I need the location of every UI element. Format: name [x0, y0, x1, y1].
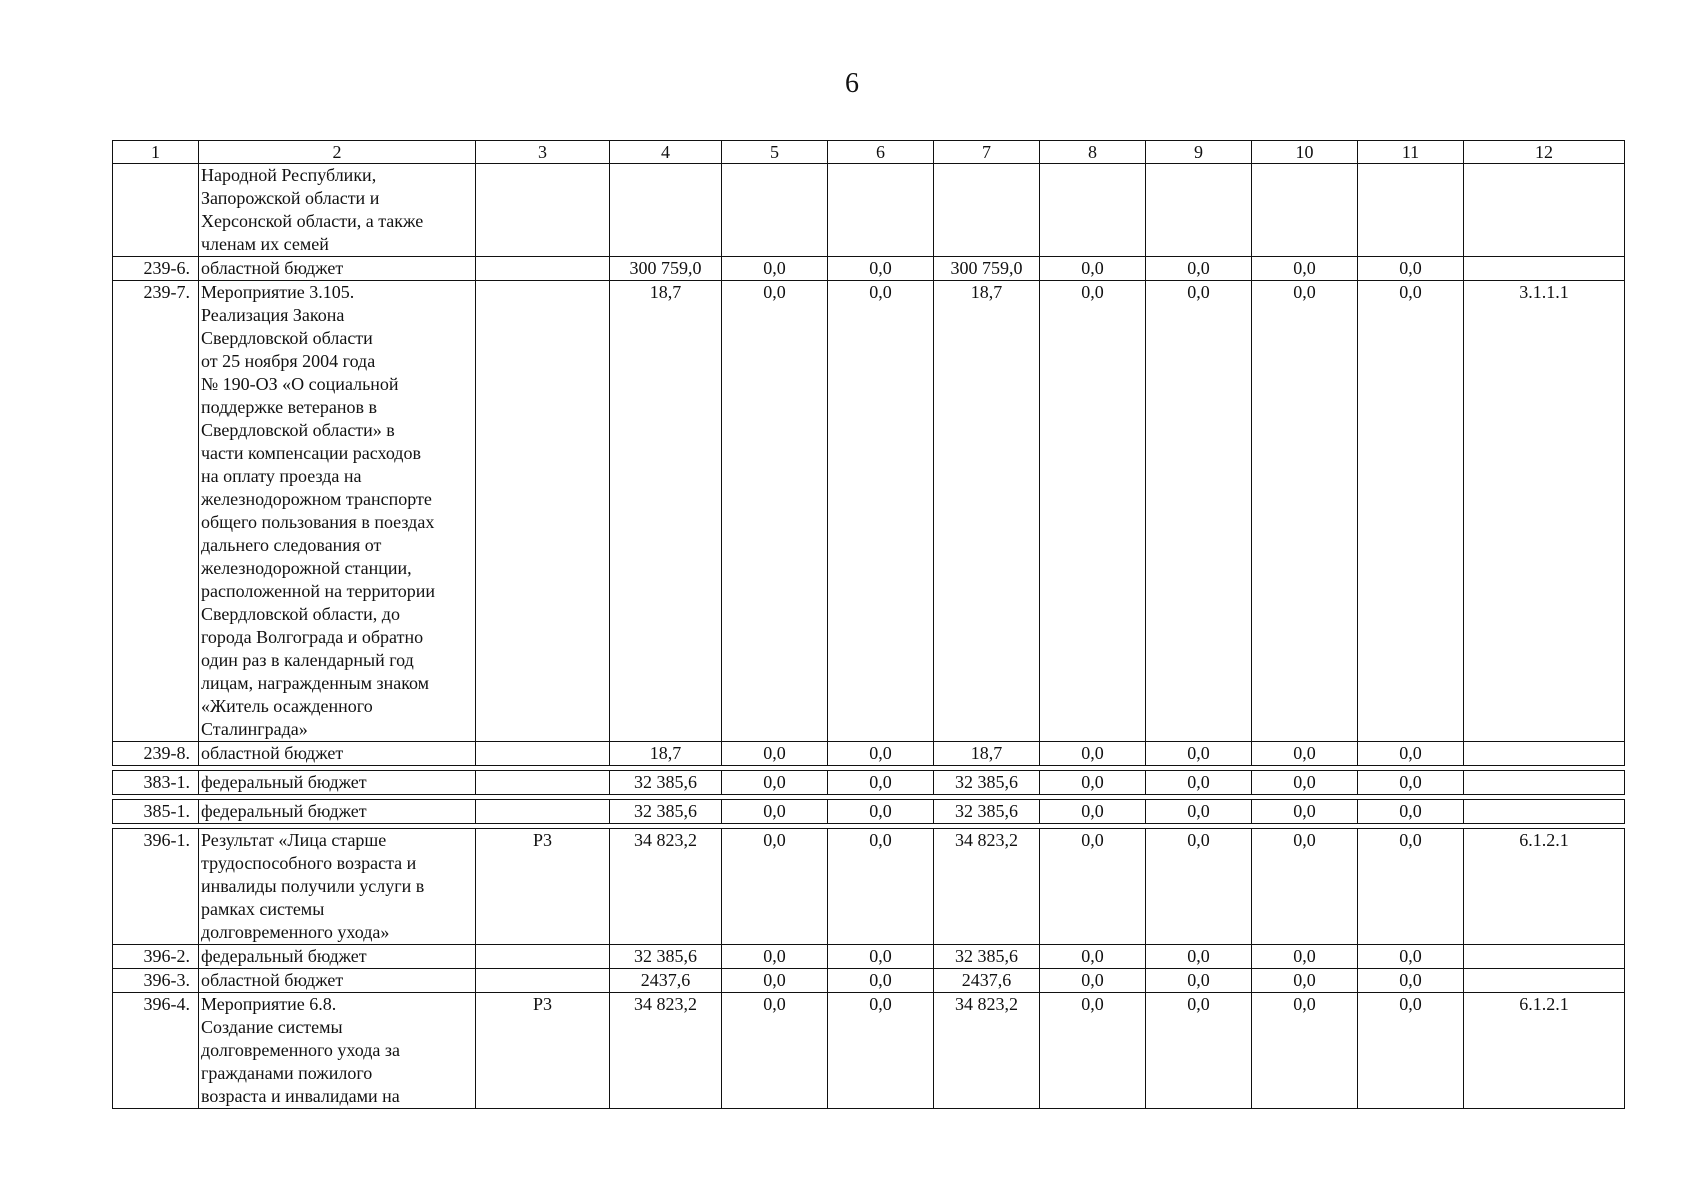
- amount-col10: [1252, 164, 1358, 257]
- row-code: [476, 164, 610, 257]
- table-row: [113, 257, 1625, 281]
- header-cell: 6: [828, 141, 934, 164]
- amount-col11: 0,0: [1358, 945, 1464, 969]
- amount-col11: [1358, 164, 1464, 257]
- row-code: [476, 800, 610, 824]
- amount-col9: 0,0: [1146, 742, 1252, 766]
- row-number: 396-3.: [113, 969, 199, 993]
- amount-col6: 0,0: [828, 969, 934, 993]
- amount-col5: 0,0: [722, 993, 828, 1109]
- table-row: [113, 945, 1625, 969]
- amount-col5: 0,0: [722, 771, 828, 795]
- row-code: [476, 281, 610, 742]
- amount-col10: 0,0: [1252, 742, 1358, 766]
- amount-col7: 34 823,2: [934, 829, 1040, 945]
- target-indicator: [1464, 742, 1625, 766]
- row-number: 396-4.: [113, 993, 199, 1109]
- amount-col10: 0,0: [1252, 945, 1358, 969]
- header-cell: 7: [934, 141, 1040, 164]
- amount-col11: 0,0: [1358, 969, 1464, 993]
- amount-col9: 0,0: [1146, 945, 1252, 969]
- table-row: [113, 164, 1625, 257]
- row-code: [476, 771, 610, 795]
- amount-col8: 0,0: [1040, 945, 1146, 969]
- amount-col6: 0,0: [828, 742, 934, 766]
- target-indicator: [1464, 945, 1625, 969]
- amount-col8: [1040, 164, 1146, 257]
- table-row: [113, 993, 1625, 1109]
- target-indicator: [1464, 257, 1625, 281]
- target-indicator: [1464, 800, 1625, 824]
- target-indicator: [1464, 969, 1625, 993]
- amount-total: 32 385,6: [610, 771, 722, 795]
- amount-total: 18,7: [610, 742, 722, 766]
- amount-col6: 0,0: [828, 281, 934, 742]
- target-indicator: 3.1.1.1: [1464, 281, 1625, 742]
- header-cell: 9: [1146, 141, 1252, 164]
- header-cell: 12: [1464, 141, 1625, 164]
- amount-col10: 0,0: [1252, 800, 1358, 824]
- row-description: федеральный бюджет: [199, 800, 476, 824]
- amount-col11: 0,0: [1358, 281, 1464, 742]
- amount-col9: 0,0: [1146, 257, 1252, 281]
- amount-col8: 0,0: [1040, 993, 1146, 1109]
- amount-col8: 0,0: [1040, 800, 1146, 824]
- amount-col6: 0,0: [828, 829, 934, 945]
- header-cell: 8: [1040, 141, 1146, 164]
- amount-col7: 300 759,0: [934, 257, 1040, 281]
- header-cell: 10: [1252, 141, 1358, 164]
- amount-col9: [1146, 164, 1252, 257]
- budget-table: [112, 140, 1625, 1109]
- table-row: [113, 771, 1625, 795]
- row-number: 396-2.: [113, 945, 199, 969]
- amount-total: 18,7: [610, 281, 722, 742]
- amount-col5: 0,0: [722, 281, 828, 742]
- target-indicator: 6.1.2.1: [1464, 993, 1625, 1109]
- amount-col11: 0,0: [1358, 742, 1464, 766]
- amount-col5: 0,0: [722, 257, 828, 281]
- amount-col7: 34 823,2: [934, 993, 1040, 1109]
- amount-col8: 0,0: [1040, 257, 1146, 281]
- amount-col5: 0,0: [722, 800, 828, 824]
- amount-col7: 18,7: [934, 742, 1040, 766]
- row-description: областной бюджет: [199, 969, 476, 993]
- row-description: областной бюджет: [199, 257, 476, 281]
- amount-col11: 0,0: [1358, 771, 1464, 795]
- header-cell: 5: [722, 141, 828, 164]
- amount-col5: [722, 164, 828, 257]
- header-cell: 3: [476, 141, 610, 164]
- amount-col11: 0,0: [1358, 800, 1464, 824]
- amount-col11: 0,0: [1358, 829, 1464, 945]
- amount-col6: 0,0: [828, 993, 934, 1109]
- amount-col6: 0,0: [828, 771, 934, 795]
- amount-col9: 0,0: [1146, 800, 1252, 824]
- row-description: областной бюджет: [199, 742, 476, 766]
- column-number-header: [113, 141, 1625, 164]
- header-cell: 2: [199, 141, 476, 164]
- amount-total: 32 385,6: [610, 945, 722, 969]
- target-indicator: 6.1.2.1: [1464, 829, 1625, 945]
- amount-col10: 0,0: [1252, 257, 1358, 281]
- amount-col6: 0,0: [828, 800, 934, 824]
- amount-total: 2437,6: [610, 969, 722, 993]
- amount-total: [610, 164, 722, 257]
- amount-col10: 0,0: [1252, 281, 1358, 742]
- table-row: [113, 969, 1625, 993]
- amount-col6: [828, 164, 934, 257]
- amount-col8: 0,0: [1040, 829, 1146, 945]
- row-description: федеральный бюджет: [199, 945, 476, 969]
- row-number: 239-7.: [113, 281, 199, 742]
- row-number: 396-1.: [113, 829, 199, 945]
- header-cell: 4: [610, 141, 722, 164]
- page-number: 6: [845, 68, 859, 99]
- amount-col5: 0,0: [722, 969, 828, 993]
- amount-col7: 32 385,6: [934, 945, 1040, 969]
- amount-col9: 0,0: [1146, 993, 1252, 1109]
- row-number: 385-1.: [113, 800, 199, 824]
- amount-col11: 0,0: [1358, 993, 1464, 1109]
- amount-col10: 0,0: [1252, 771, 1358, 795]
- amount-col9: 0,0: [1146, 969, 1252, 993]
- row-description: Мероприятие 6.8. Создание системы долговременного ухода за гражданами пожилого возраста и инвалидами на: [199, 993, 476, 1109]
- row-code: [476, 742, 610, 766]
- row-code: Р3: [476, 829, 610, 945]
- amount-col6: 0,0: [828, 945, 934, 969]
- amount-col8: 0,0: [1040, 969, 1146, 993]
- target-indicator: [1464, 164, 1625, 257]
- row-code: [476, 945, 610, 969]
- amount-col8: 0,0: [1040, 281, 1146, 742]
- header-cell: 1: [113, 141, 199, 164]
- amount-total: 34 823,2: [610, 829, 722, 945]
- amount-col9: 0,0: [1146, 281, 1252, 742]
- amount-col6: 0,0: [828, 257, 934, 281]
- table-row: [113, 281, 1625, 742]
- table-row: [113, 829, 1625, 945]
- amount-col7: 18,7: [934, 281, 1040, 742]
- row-code: Р3: [476, 993, 610, 1109]
- row-code: [476, 257, 610, 281]
- amount-col8: 0,0: [1040, 742, 1146, 766]
- row-description: Народной Республики, Запорожской области и Херсонской области, а также членам их семей: [199, 164, 476, 257]
- row-number: [113, 164, 199, 257]
- amount-col10: 0,0: [1252, 829, 1358, 945]
- row-number: 239-6.: [113, 257, 199, 281]
- header-cell: 11: [1358, 141, 1464, 164]
- row-description: Мероприятие 3.105. Реализация Закона Свердловской области от 25 ноября 2004 года № 190-ОЗ «О социальной поддержке ветеранов в Свердловской области» в части компенсации расходов на оплату проезда на железнодорожном транспорте общего пользования в поездах дальнего следования от железнодорожной станции, расположенной на территории Свердловской области, до города Волгограда и обратно один раз в календарный год лицам, награжденным знаком «Житель осажденного Сталинграда»: [199, 281, 476, 742]
- amount-total: 34 823,2: [610, 993, 722, 1109]
- amount-col7: 32 385,6: [934, 800, 1040, 824]
- amount-col5: 0,0: [722, 742, 828, 766]
- table-row: [113, 800, 1625, 824]
- row-description: Результат «Лица старше трудоспособного возраста и инвалиды получили услуги в рамках системы долговременного ухода»: [199, 829, 476, 945]
- row-number: 383-1.: [113, 771, 199, 795]
- row-description: федеральный бюджет: [199, 771, 476, 795]
- amount-col10: 0,0: [1252, 969, 1358, 993]
- amount-col11: 0,0: [1358, 257, 1464, 281]
- amount-col8: 0,0: [1040, 771, 1146, 795]
- amount-col7: 2437,6: [934, 969, 1040, 993]
- target-indicator: [1464, 771, 1625, 795]
- amount-total: 300 759,0: [610, 257, 722, 281]
- amount-col9: 0,0: [1146, 771, 1252, 795]
- amount-col7: [934, 164, 1040, 257]
- table-row: [113, 742, 1625, 766]
- amount-col9: 0,0: [1146, 829, 1252, 945]
- amount-col10: 0,0: [1252, 993, 1358, 1109]
- amount-total: 32 385,6: [610, 800, 722, 824]
- amount-col7: 32 385,6: [934, 771, 1040, 795]
- row-number: 239-8.: [113, 742, 199, 766]
- amount-col5: 0,0: [722, 829, 828, 945]
- row-code: [476, 969, 610, 993]
- amount-col5: 0,0: [722, 945, 828, 969]
